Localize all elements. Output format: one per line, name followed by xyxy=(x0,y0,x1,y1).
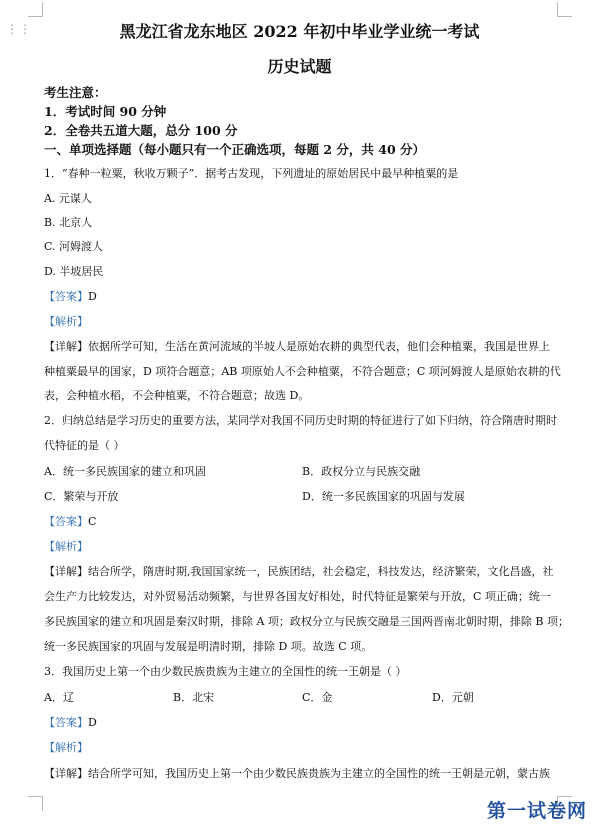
detail-tag: 【详解】 xyxy=(44,340,88,353)
q3-analysis-tag: 【解析】 xyxy=(44,741,88,754)
site-watermark: 第一试卷网 xyxy=(486,800,587,822)
answer-value: D xyxy=(88,290,97,303)
q2-option-d: D．统一多民族国家的巩固与发展 xyxy=(302,490,465,503)
q3-option-a: A．辽 xyxy=(44,691,74,704)
q1-option-b: B. 北京人 xyxy=(44,216,93,229)
q1-detail-line-1: 【详解】依据所学可知，生活在黄河流域的半坡人是原始农耕的典型代表，他们会种植粟，我国是世界上 xyxy=(44,340,550,353)
crop-mark-top-left xyxy=(28,2,43,17)
q2-detail-line-4: 统一多民族国家的巩固与发展是明清时期，排除 D 项。故选 C 项。 xyxy=(44,640,373,653)
detail-tag: 【详解】 xyxy=(44,767,88,780)
crop-mark-top-right xyxy=(557,2,572,17)
q2-detail-line-1: 【详解】结合所学，隋唐时期,我国国家统一，民族团结，社会稳定，科技发达，经济繁荣，文化昌盛，社 xyxy=(44,565,554,578)
q2-detail-line-2: 会生产力比较发达，对外贸易活动频繁，与世界各国友好相处，时代特征是繁荣与开放，C 项正确；统一 xyxy=(44,590,551,603)
answer-value: C xyxy=(88,515,97,528)
q1-option-a: A. 元谋人 xyxy=(44,192,92,205)
q3-stem: 3．我国历史上第一个由少数民族贵族为主建立的全国性的统一王朝是（ ） xyxy=(44,665,407,678)
q2-detail-line-3: 多民族国家的建立和巩固是秦汉时期，排除 A 项；政权分立与民族交融是三国两晋南北朝时期，排除 B 项； xyxy=(44,615,570,628)
answer-tag: 【答案】 xyxy=(44,515,88,528)
q1-detail-line-2: 种植粟最早的国家，D 项符合题意；AB 项原始人不会种植粟，不符合题意；C 项河姆渡人是原始农耕的代 xyxy=(44,365,561,378)
q2-stem-line-1: 2．归纳总结是学习历史的重要方法，某同学对我国不同历史时期的特征进行了如下归纳，符合隋唐时期时 xyxy=(44,414,557,427)
detail-tag: 【详解】 xyxy=(44,565,88,578)
q2-analysis-tag: 【解析】 xyxy=(44,540,88,553)
crop-mark-bottom-left xyxy=(28,796,43,811)
q2-option-a: A．统一多民族国家的建立和巩固 xyxy=(44,465,206,478)
q1-option-d: D. 半坡居民 xyxy=(44,265,104,278)
answer-value: D xyxy=(88,716,97,729)
q1-answer xyxy=(44,290,97,304)
section-heading: 一、单项选择题（每小题只有一个正确选项，每题 2 分，共 40 分） xyxy=(44,142,426,157)
page-title: 黑龙江省龙东地区 2022 年初中毕业学业统一考试 xyxy=(119,22,480,41)
q2-stem-line-2: 代特征的是（ ） xyxy=(44,439,125,452)
q2-option-c: C．繁荣与开放 xyxy=(44,490,119,503)
notice-item-1: 1．考试时间 90 分钟 xyxy=(44,104,167,119)
q3-answer xyxy=(44,716,97,730)
q1-detail-line-3: 表，会种植水稻，不会种植粟，不符合题意；故选 D。 xyxy=(44,389,310,402)
q3-option-b: B．北宋 xyxy=(173,691,215,704)
notice-item-2: 2．全卷共五道大题，总分 100 分 xyxy=(44,123,238,138)
q1-option-c: C. 河姆渡人 xyxy=(44,240,104,253)
q1-stem: 1．“春种一粒粟，秋收万颗子”．据考古发现，下列遗址的原始居民中最早种植粟的是 xyxy=(44,167,459,180)
q2-answer xyxy=(44,515,96,529)
q2-option-b: B．政权分立与民族交融 xyxy=(302,465,421,478)
q3-option-d: D．元朝 xyxy=(432,691,474,704)
q1-analysis-tag: 【解析】 xyxy=(44,315,88,328)
answer-tag: 【答案】 xyxy=(44,290,88,303)
answer-tag: 【答案】 xyxy=(44,716,88,729)
q3-option-c: C．金 xyxy=(302,691,333,704)
drag-handle-icon[interactable]: ⋮⋮ xyxy=(6,22,32,36)
notice-heading: 考生注意： xyxy=(44,85,107,100)
page-subtitle: 历史试题 xyxy=(267,57,332,76)
q3-detail-line-1: 【详解】结合所学可知，我国历史上第一个由少数民族贵族为主建立的全国性的统一王朝是元朝，蒙古族 xyxy=(44,767,550,780)
